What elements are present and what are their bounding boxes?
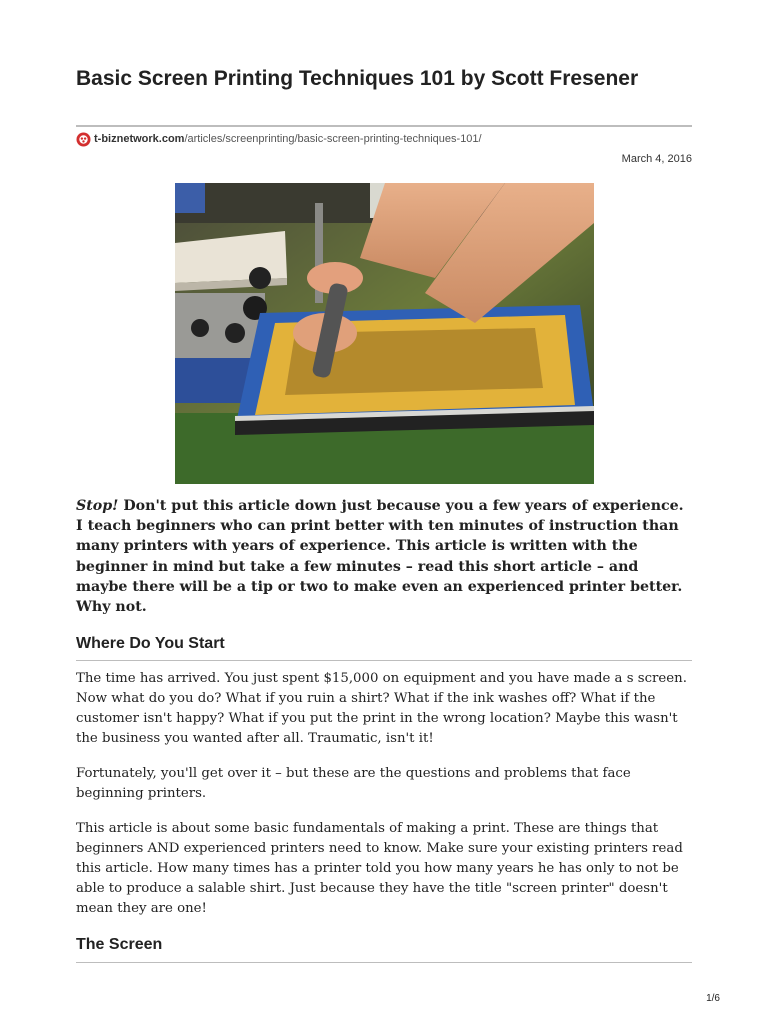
intro-lead: Stop!	[76, 498, 119, 514]
source-path[interactable]: /articles/screenprinting/basic-screen-printing-techniques-101/	[184, 133, 482, 145]
article-page	[76, 0, 692, 1024]
screen-printing-photo	[175, 183, 594, 484]
article-title: Basic Screen Printing Techniques 101 by Scott Fresener	[76, 67, 639, 90]
source-logo-icon	[76, 132, 91, 147]
source-domain[interactable]: t-biznetwork.com	[94, 133, 185, 145]
body-paragraph: The time has arrived. You just spent $15,000 on equipment and you have made a s screen. Now what do you do? What if you ruin a shirt? What if the ink washes off? What if the customer isn't happy? What if you put the print in the wrong location? Maybe this wasn't the business you wanted after all. Traumatic, isn't it!	[76, 671, 687, 746]
body-paragraph: Fortunately, you'll get over it – but these are the questions and problems that face beginning printers.	[76, 766, 631, 801]
intro-text: Don't put this article down just because you a few years of experience. I teach beginners who can print better with ten minutes of instruction than many printers with years of experience. This article is written with the beginner in mind but take a few minutes – read this short article – and maybe there will be a tip or two to make even an experienced printer better. Why not.	[76, 498, 684, 616]
publish-date: March 4, 2016	[621, 153, 692, 165]
section-heading-the-screen: The Screen	[76, 936, 163, 953]
source-link[interactable]	[76, 130, 482, 148]
body-paragraph: This article is about some basic fundamentals of making a print. These are things that beginners AND experienced printers need to know. Make sure your existing printers read this article. How many times has a printer told you how many years he has only to not be able to produce a salable shirt. Just because they have the title "screen printer" doesn't mean they are one!	[76, 821, 683, 916]
section-divider	[76, 962, 692, 963]
section-divider	[76, 660, 692, 661]
page-number: 1/6	[706, 993, 720, 1004]
title-divider	[76, 125, 692, 127]
section-heading-where-do-you-start: Where Do You Start	[76, 635, 225, 652]
intro-paragraph	[76, 496, 692, 617]
